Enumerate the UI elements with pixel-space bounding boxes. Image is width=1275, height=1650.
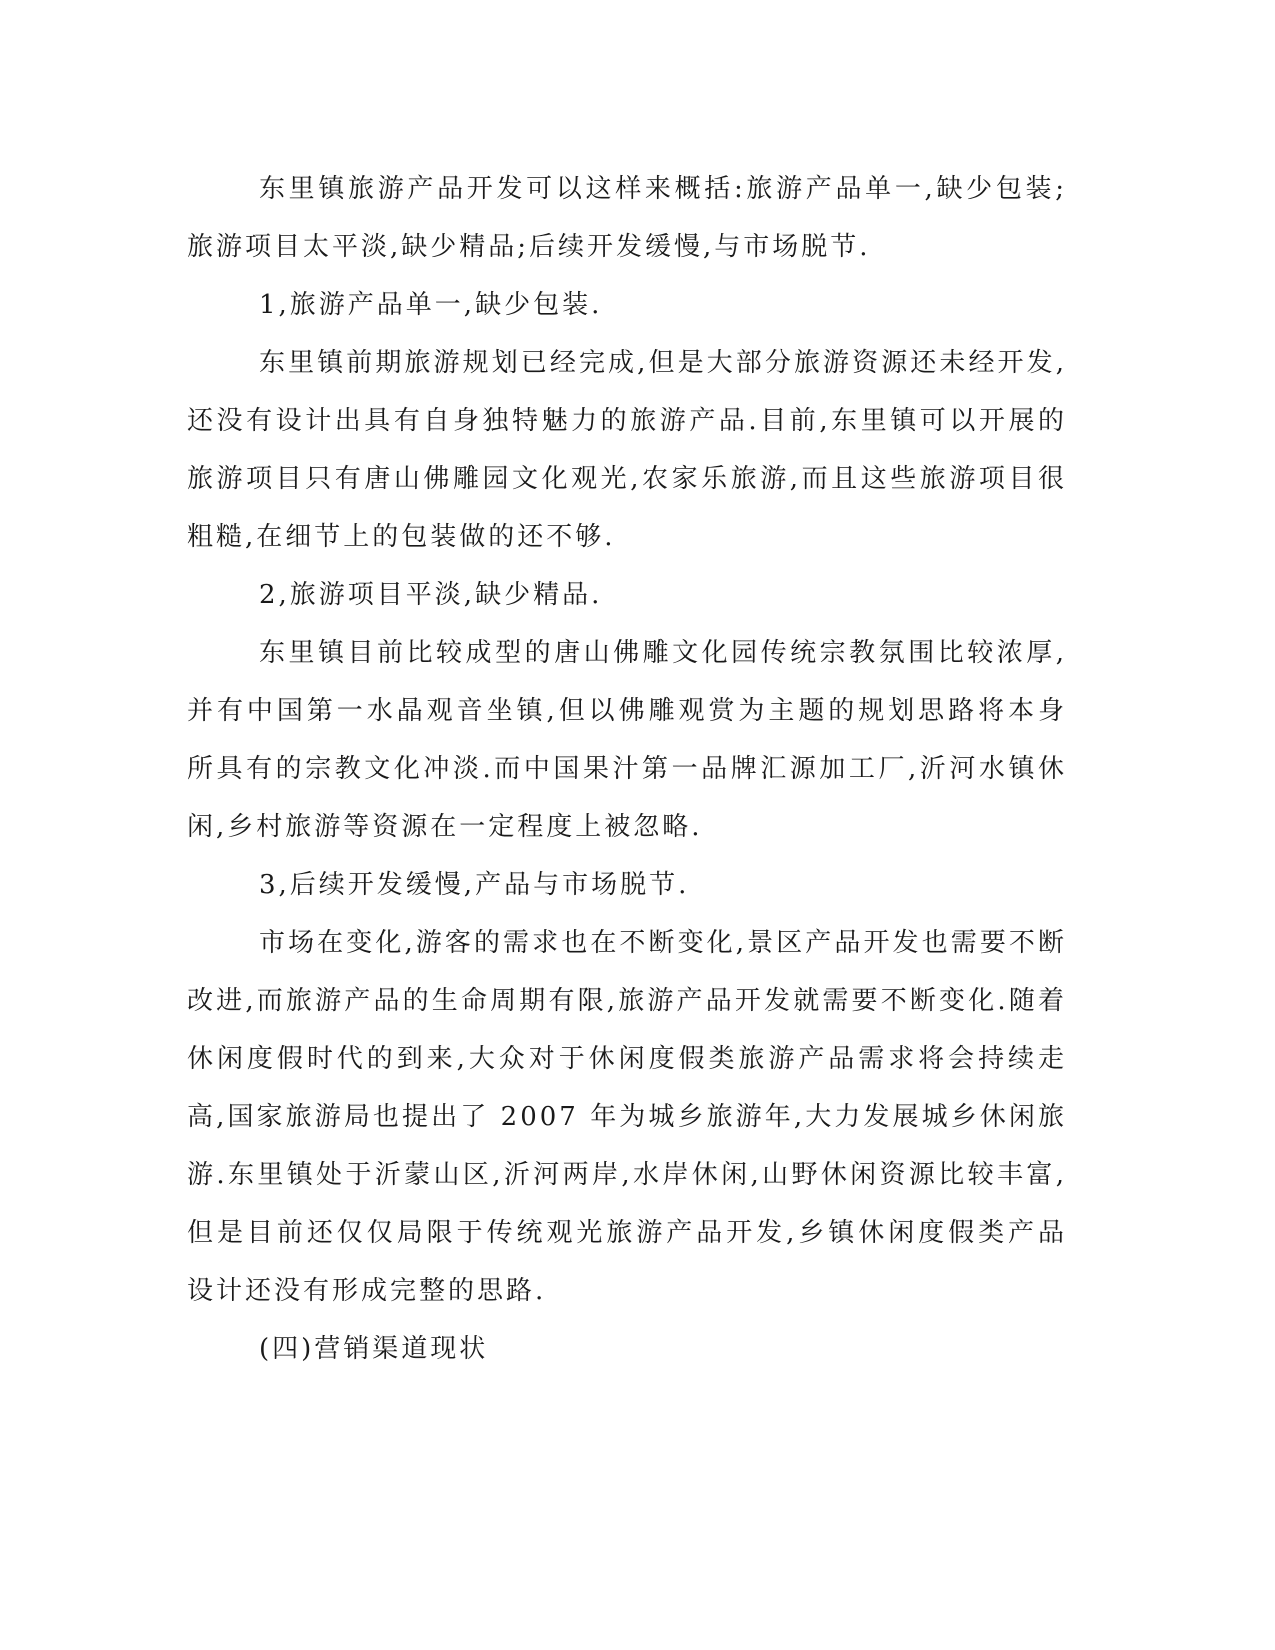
paragraph-item-2: 东里镇目前比较成型的唐山佛雕文化园传统宗教氛围比较浓厚,并有中国第一水晶观音坐镇,但以佛雕观赏为主题的规划思路将本身所具有的宗教文化冲淡.而中国果汁第一品牌汇源加工厂,沂河水镇休闲,乡村旅游等资源在一定程度上被忽略. [187,638,1067,842]
paragraph-item-1: 东里镇前期旅游规划已经完成,但是大部分旅游资源还未经开发,还没有设计出具有自身独特魅力的旅游产品.目前,东里镇可以开展的旅游项目只有唐山佛雕园文化观光,农家乐旅游,而且这些旅游项目很粗糙,在细节上的包装做的还不够. [187,348,1067,552]
heading-item-1: 1,旅游产品单一,缺少包装. [259,290,603,320]
paragraph-item-3: 市场在变化,游客的需求也在不断变化,景区产品开发也需要不断改进,而旅游产品的生命周期有限,旅游产品开发就需要不断变化.随着休闲度假时代的到来,大众对于休闲度假类旅游产品需求将会持续走高,国家旅游局也提出了 2007 年为城乡旅游年,大力发展城乡休闲旅游.东里镇处于沂蒙山区,沂河两岸,水岸休闲,山野休闲资源比较丰富,但是目前还仅仅局限于传统观光旅游产品开发,乡镇休闲度假类产品设计还没有形成完整的思路. [187,928,1067,1306]
heading-item-2: 2,旅游项目平淡,缺少精品. [259,580,603,610]
paragraph-summary: 东里镇旅游产品开发可以这样来概括:旅游产品单一,缺少包装;旅游项目太平淡,缺少精品;后续开发缓慢,与市场脱节. [187,174,1067,262]
heading-item-3: 3,后续开发缓慢,产品与市场脱节. [259,870,690,900]
section-heading: (四)营销渠道现状 [259,1334,489,1364]
body-text [187,160,1067,1378]
